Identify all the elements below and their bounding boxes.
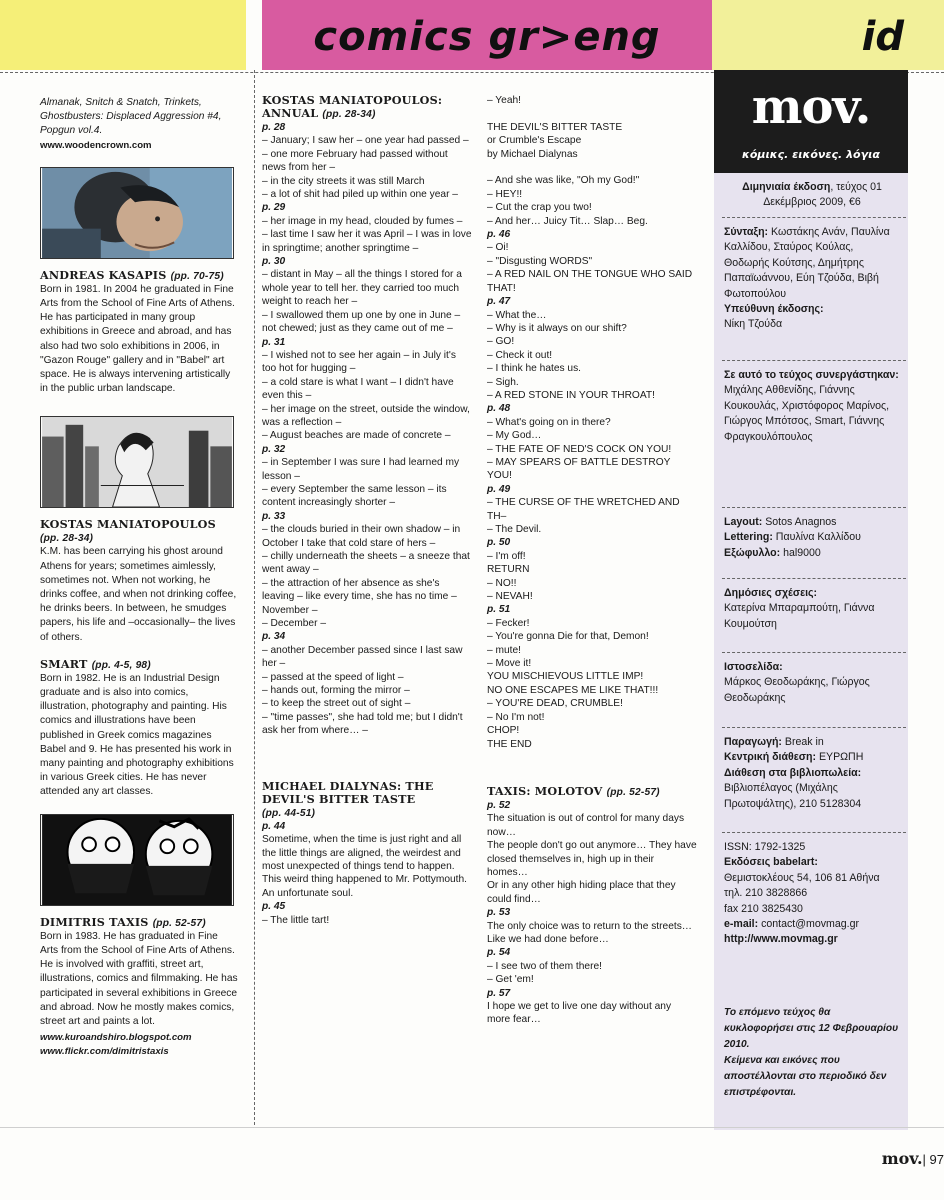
artist-name: ANDREAS KASAPIS (pp. 70-75)	[40, 267, 224, 282]
publisher-contact: ISSN: 1792-1325 Εκδόσεις babelart: Θεμιστοκλέους 54, 106 81 Αθήνα τηλ. 210 3828866 fax 210 3825430 e-mail: contact@movmag.gr http://www.movmag.gr	[724, 840, 900, 948]
dialogue-line: – I wished not to see her again – in July it's too hot for hugging –	[262, 349, 456, 375]
dialogue-line: – Why is it always on our shift?	[487, 322, 627, 334]
page-marker: p. 49	[487, 483, 511, 495]
dialogue-line: – Check it out!	[487, 349, 553, 361]
dialogue-line: – in September I was sure I had learned my lesson –	[262, 457, 460, 482]
separator	[722, 832, 906, 833]
translation-column-3	[487, 94, 697, 1027]
story-lines	[262, 820, 472, 927]
dialogue-line: – August beaches are made of concrete –	[262, 430, 451, 442]
dialogue-line: – I think he hates us.	[487, 363, 582, 375]
folio-logo: mov.	[881, 1149, 923, 1168]
page-marker: p. 28	[262, 122, 286, 133]
artist-bio: Born in 1981. In 2004 he graduated in Fine Arts from the School of Fine Arts of Athens. He has participated in many group exhibitions in Greece and abroad, and has also had two solo exhibitions in 2006, in "Gazon Rouge" gallery and in "Babel" art space. He is always intervening artistically in the public urban landscape.	[40, 283, 235, 395]
separator	[722, 578, 906, 579]
page-marker: p. 52	[487, 799, 511, 811]
blank-line	[487, 161, 697, 174]
artist-bios-column	[40, 96, 238, 1060]
artist-name: KOSTAS MANIATOPOULOS (pp. 28-34)	[40, 517, 216, 545]
story-title: TAXIS: MOLOTOV (pp. 52-57)	[487, 783, 660, 798]
dialogue-line: – No I'm not!	[487, 711, 545, 723]
dialogue-line: This weird thing happened to Mr. Pottymouth.	[262, 874, 467, 886]
column-divider	[254, 70, 255, 1125]
dialogue-line: – in the city streets it was still March	[262, 175, 425, 187]
intro-credits: Almanak, Snitch & Snatch, Trinkets, Ghostbusters: Displaced Aggression #4, Popgun vol.4.	[40, 97, 222, 137]
dialogue-line: – Move it!	[487, 658, 532, 670]
separator	[722, 360, 906, 361]
production-distribution: Παραγωγή: Break in Κεντρική διάθεση: ΕΥΡΩΠΗ Διάθεση στα βιβλιοπωλεία: Βιβλιοπέλαγος (Μιχάλης Πρωτοψάλτης), 210 5128304	[724, 736, 864, 810]
dialogue-line: – YOU'RE DEAD, CRUMBLE!	[487, 698, 623, 710]
dialogue-line: Or in any other high hiding place that they could find…	[487, 880, 676, 905]
dialogue-line: – a cold stare is what I want – I didn't have even this –	[262, 376, 454, 402]
page-marker: p. 30	[262, 256, 286, 268]
logo-wordmark: mov.	[751, 79, 871, 135]
website-credits: Ιστοσελίδα: Μάρκος Θεοδωράκης, Γιώργος Θεοδωράκης	[724, 661, 870, 704]
page-marker: p. 45	[262, 901, 286, 913]
artist-bio: Born in 1983. He has graduated in Fine Arts from the School of Fine Arts of Athens. He is involved with graffiti, street art, illustrations, comics and filmmaking. He has participated in several exhibitions in Greece and abroad. Now he mostly makes comics, street art and paints a lot.	[40, 930, 238, 1027]
page-marker: p. 57	[487, 987, 511, 999]
dialogue-line: – chilly underneath the sheets – a sneeze that went away –	[262, 551, 470, 576]
dialogue-line: – What's going on in there?	[487, 416, 611, 428]
logo-tagline: κόμικς. εικόνες. λόγια	[742, 148, 880, 161]
dialogue-line: CHOP!	[487, 725, 520, 737]
artist-bio: Born in 1982. He is an Industrial Design graduate and is also into comics, illustration, photography and painting. His comics and illustrations have been published in Greek comics magazines Babel and 9. He has presented his work in many painting and photography exhibitions in various Greek cities. He has never attended any art classes.	[40, 672, 234, 798]
separator	[722, 652, 906, 653]
dialogue-line: The people don't go out anymore… They have closed themselves in, high up in their homes…	[487, 840, 697, 878]
dialogue-line: THE END	[487, 738, 532, 750]
page-marker: p. 53	[487, 907, 511, 919]
dialogue-line: – hands out, forming the mirror –	[262, 685, 410, 697]
story-title: KOSTAS MANIATOPOULOS: ANNUAL (pp. 28-34)	[262, 93, 443, 120]
page-marker: p. 51	[487, 604, 511, 616]
dialogue-line: YOU MISCHIEVOUS LITTLE IMP!	[487, 671, 644, 683]
dialogue-line: – the clouds buried in their own shadow – in October I take that cold stare of hers –	[262, 524, 461, 549]
email-link[interactable]: contact@movmag.gr	[758, 918, 859, 931]
page-marker: p. 46	[487, 229, 511, 241]
separator	[722, 727, 906, 728]
website-link[interactable]: http://www.movmag.gr	[724, 933, 838, 946]
dialogue-line: Like we had done before…	[487, 933, 609, 945]
dialogue-line: – You're gonna Die for that, Demon!	[487, 631, 649, 643]
dialogue-line: by Michael Dialynas	[487, 148, 578, 160]
dialogue-line: – Get 'em!	[487, 974, 534, 986]
masthead-logo	[714, 70, 908, 173]
dialogue-line: I hope we get to live one day without any more fear…	[487, 1001, 672, 1026]
dialogue-line: THE DEVIL'S BITTER TASTE	[487, 121, 623, 133]
dialogue-line: – "Disgusting WORDS"	[487, 255, 593, 267]
dialogue-line: – NO!!	[487, 577, 517, 589]
story-lines	[487, 799, 697, 1027]
dialogue-line: – the attraction of her absence as she's leaving – like every time, she has no time – November –	[262, 577, 457, 616]
page-marker: p. 44	[262, 820, 286, 832]
dialogue-line: – December –	[262, 618, 326, 630]
taxis-masked-figures-image	[40, 814, 234, 906]
dialogue-line: – her image in my head, clouded by fumes –	[262, 215, 463, 227]
kasapis-portrait-image	[40, 167, 234, 259]
editorial-team: Σύνταξη: Κωστάκης Ανάν, Παυλίνα Καλλίδου, Σταύρος Κούλας, Θοδωρής Κούτσης, Δημήτρης Παπαϊωάννου, Εύη Τζούδα, Βιβή Φωτοπούλου Υπεύθυνη έκδοσης: Νίκη Τζούδα	[724, 226, 890, 331]
dialogue-line: – passed at the speed of light –	[262, 671, 404, 683]
intro-link[interactable]: www.woodencrown.com	[40, 139, 152, 151]
section-tag: id	[861, 14, 904, 60]
section-title: comics gr>eng	[313, 14, 661, 60]
dialogue-line: The only choice was to return to the streets…	[487, 920, 692, 932]
dialogue-line: – a lot of shit had piled up within one year –	[262, 189, 458, 201]
dialogue-line: – I swallowed them up one by one in June – not chewed; just as they came out of me –	[262, 309, 461, 335]
artist-link[interactable]: www.flickr.com/dimitristaxis	[40, 1046, 169, 1058]
dialogue-line: or Crumble's Escape	[487, 135, 582, 147]
page-marker: p. 50	[487, 537, 511, 549]
dialogue-line: – My God…	[487, 430, 542, 442]
header-yellow-block	[0, 0, 246, 70]
dialogue-line: – another December passed since I last saw her –	[262, 644, 463, 670]
dialogue-line: – NEVAH!	[487, 591, 533, 603]
dialogue-line: – The Devil.	[487, 524, 542, 535]
dialogue-line: – GO!	[487, 336, 515, 348]
page-marker: p. 47	[487, 296, 511, 308]
blank-line	[487, 107, 697, 120]
separator	[722, 507, 906, 508]
dialogue-line: – to keep the street out of sight –	[262, 698, 411, 710]
dialogue-line: – Yeah!	[487, 95, 521, 106]
header-right-block	[712, 0, 944, 70]
page-folio	[882, 1149, 944, 1168]
story-lines	[487, 94, 697, 751]
dialogue-line: – Sigh.	[487, 376, 519, 388]
dialogue-line: RETURN	[487, 564, 530, 576]
dialogue-line: – MAY SPEARS OF BATTLE DESTROY YOU!	[487, 456, 671, 482]
page-number: | 97	[922, 1152, 944, 1167]
dialogue-line: – Fecker!	[487, 617, 530, 629]
dialogue-line: – And her… Juicy Tit… Slap… Beg.	[487, 215, 648, 227]
page-marker: p. 34	[262, 631, 286, 643]
dialogue-line: – Cut the crap you two!	[487, 202, 592, 214]
dialogue-line: – A RED NAIL ON THE TONGUE WHO SAID THAT!	[487, 269, 693, 294]
artist-name: DIMITRIS TAXIS (pp. 52-57)	[40, 914, 206, 929]
issue-info: Διμηνιαία έκδοση, τεύχος 01 Δεκέμβριος 2009, €6	[742, 181, 882, 209]
page-marker: p. 33	[262, 510, 286, 522]
page-marker: p. 31	[262, 336, 286, 348]
dialogue-line: The situation is out of control for many days now…	[487, 813, 685, 838]
dialogue-line: – last time I saw her it was April – I was in love in springtime; another springtime –	[262, 229, 472, 254]
dialogue-line: – And she was like, "Oh my God!"	[487, 175, 640, 187]
dialogue-line: – one more February had passed without news from her –	[262, 148, 448, 174]
page-marker: p. 54	[487, 947, 511, 959]
next-issue-note: Το επόμενο τεύχος θα κυκλοφορήσει στις 12 Φεβρουαρίου 2010. Κείμενα και εικόνες που αποστέλλονται στο περιοδικό δεν επιστρέφονται.	[724, 1007, 899, 1098]
contributors: Σε αυτό το τεύχος συνεργάστηκαν: Μιχάλης Αθθενίδης, Γιάννης Κουκουλάς, Χριστόφορος Μαρίνος, Γιώργος Μπότσος, Smart, Γιάννης Φραγκουλόπουλος	[724, 369, 899, 443]
dialogue-line: NO ONE ESCAPES ME LIKE THAT!!!	[487, 684, 659, 696]
maniatopoulos-city-image	[40, 416, 234, 508]
design-credits: Layout: Sotos Anagnos Lettering: Παυλίνα Καλλίδου Εξώφυλλο: hal9000	[724, 516, 861, 559]
story-title: MICHAEL DIALYNAS: THE DEVIL'S BITTER TASTE (pp. 44-51)	[262, 778, 434, 819]
dialogue-line: – her image on the street, outside the window, was a reflection –	[262, 403, 470, 428]
dialogue-line: – A RED STONE IN YOUR THROAT!	[487, 389, 655, 401]
translation-column-2	[262, 94, 472, 927]
dialogue-line: – "time passes", she had told me; but I didn't ask her from where… –	[262, 711, 463, 737]
page-bottom-rule	[0, 1127, 944, 1128]
dialogue-line: – THE FATE OF NED'S COCK ON YOU!	[487, 443, 672, 455]
artist-name: SMART (pp. 4-5, 98)	[40, 656, 151, 671]
dialogue-line: Sometime, when the time is just right and all the little things are aligned, the weirdest and most unexpected of things tend to happen.	[262, 834, 462, 872]
artist-bio: K.M. has been carrying his ghost around Athens for years; sometimes aimlessly, sometimes not. When not working, he drinks coffee, and when not drinking coffee, he drinks beers. In between, he smudges papers, his life and –occasionally– the lives of others.	[40, 546, 237, 643]
page-marker: p. 48	[487, 403, 511, 415]
dialogue-line: – Oi!	[487, 242, 509, 254]
dialogue-line: – mute!	[487, 644, 521, 656]
dialogue-line: – distant in May – all the things I stored for a whole year to tell her. they carried too much weight to reach her –	[262, 269, 462, 308]
dialogue-line: – every September the same lesson – its content increasingly shorter –	[262, 483, 447, 509]
public-relations: Δημόσιες σχέσεις: Κατερίνα Μπαραμπούτη, Γιάννα Κουμούτση	[724, 587, 875, 630]
dialogue-line: – THE CURSE OF THE WRETCHED AND TH–	[487, 497, 680, 522]
dialogue-line: – January; I saw her – one year had passed –	[262, 135, 469, 147]
dialogue-line: An unfortunate soul.	[262, 887, 354, 899]
dialogue-line: – HEY!!	[487, 188, 523, 200]
story-lines	[262, 121, 472, 738]
dialogue-line: – The little tart!	[262, 914, 330, 926]
page-marker: p. 32	[262, 443, 286, 455]
dialogue-line: – I see two of them there!	[487, 960, 602, 972]
page-marker: p. 29	[262, 202, 286, 214]
dialogue-line: – I'm off!	[487, 550, 526, 562]
dialogue-line: – What the…	[487, 309, 547, 321]
separator	[722, 217, 906, 218]
artist-link[interactable]: www.kuroandshiro.blogspot.com	[40, 1032, 192, 1044]
